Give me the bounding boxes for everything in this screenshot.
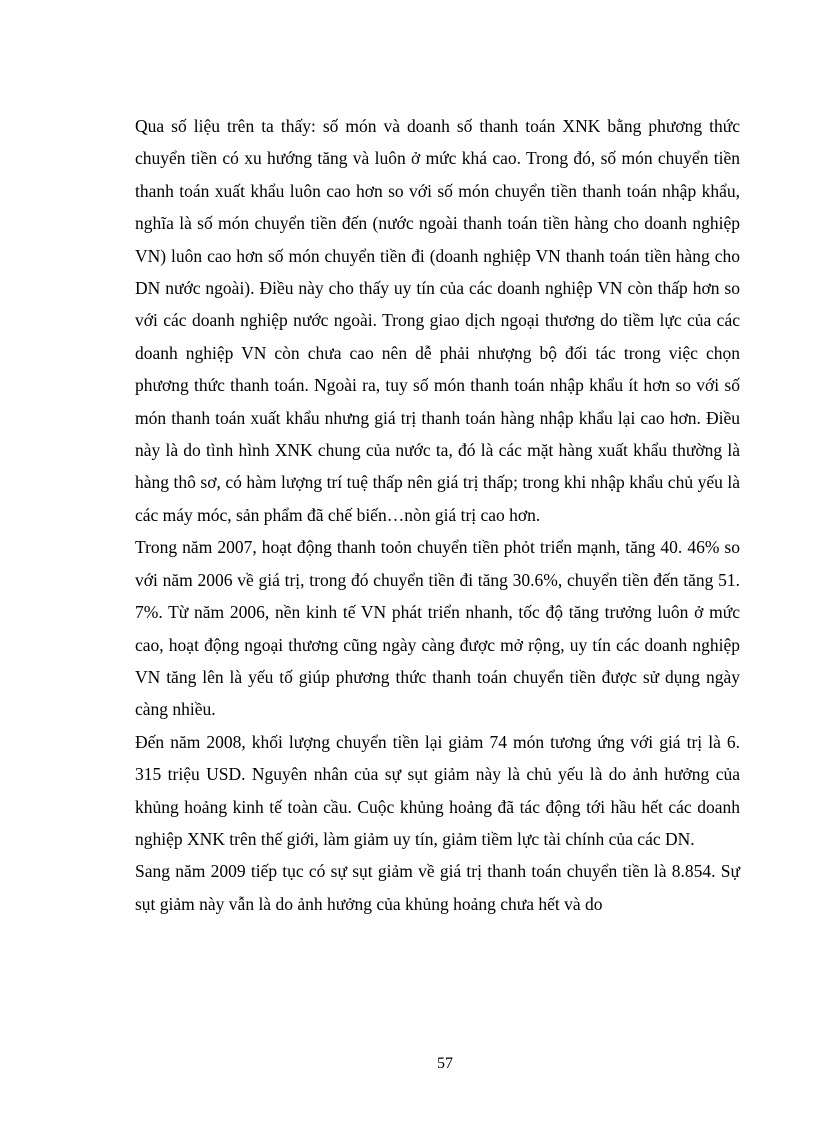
paragraph-2: Trong năm 2007, hoạt động thanh toỏn chuyển tiền phỏt triển mạnh, tăng 40. 46% so với năm 2006 về giá trị, trong đó chuyển tiền đi tăng 30.6%, chuyển tiền đến tăng 51. 7%. Từ năm 2006, nền kinh tế VN phát triển nhanh, tốc độ tăng trưởng luôn ở mức cao, hoạt động ngoại thương cũng ngày càng được mở rộng, uy tín các doanh nghiệp VN tăng lên là yếu tố giúp phương thức thanh toán chuyển tiền được sử dụng ngày càng nhiều.	[135, 537, 740, 720]
paragraph-3: Đến năm 2008, khối lượng chuyển tiền lại giảm 74 món tương ứng với giá trị là 6. 315 triệu USD. Nguyên nhân của sự sụt giảm này là chủ yếu là do ảnh hưởng của khủng hoảng kinh tế toàn cầu. Cuộc khủng hoảng đã tác động tới hầu hết các doanh nghiệp XNK trên thế giới, làm giảm uy tín, giảm tiềm lực tài chính của các DN.	[135, 731, 740, 849]
paragraph-1: Qua số liệu trên ta thấy: số món và doanh số thanh toán XNK bằng phương thức chuyển tiền có xu hướng tăng và luôn ở mức khá cao. Trong đó, số món chuyển tiền thanh toán xuất khẩu luôn cao hơn so với số món chuyển tiền thanh toán nhập khẩu, nghĩa là số món chuyển tiền đến (nước ngoài thanh toán tiền hàng cho doanh nghiệp VN) luôn cao hơn số món chuyển tiền đi (doanh nghiệp VN thanh toán tiền hàng cho DN nước ngoài). Điều này cho thấy uy tín của các doanh nghiệp VN còn thấp hơn so với các doanh nghiệp nước ngoài. Trong giao dịch ngoại thương do tiềm lực của các doanh nghiệp VN còn chưa cao nên dễ phải nhượng bộ đối tác trong việc chọn phương thức thanh toán. Ngoài ra, tuy số món thanh toán nhập khẩu ít hơn so với số món thanh toán xuất khẩu nhưng giá trị thanh toán hàng nhập khẩu lại cao hơn. Điều này là do tình hình XNK chung của nước ta, đó là các mặt hàng xuất khẩu thường là hàng thô sơ, có hàm lượng trí tuệ thấp nên giá trị thấp; trong khi nhập khẩu chủ yếu là các máy móc, sản phẩm đã chế biến…nòn giá trị cao hơn.	[135, 116, 740, 525]
document-body	[135, 110, 740, 920]
paragraph-4: Sang năm 2009 tiếp tục có sự sụt giảm về giá trị thanh toán chuyển tiền là 8.854. Sự sụt giảm này vẫn là do ảnh hưởng của khủng hoảng chưa hết và do	[135, 861, 740, 914]
page-number: 57	[437, 1055, 453, 1072]
